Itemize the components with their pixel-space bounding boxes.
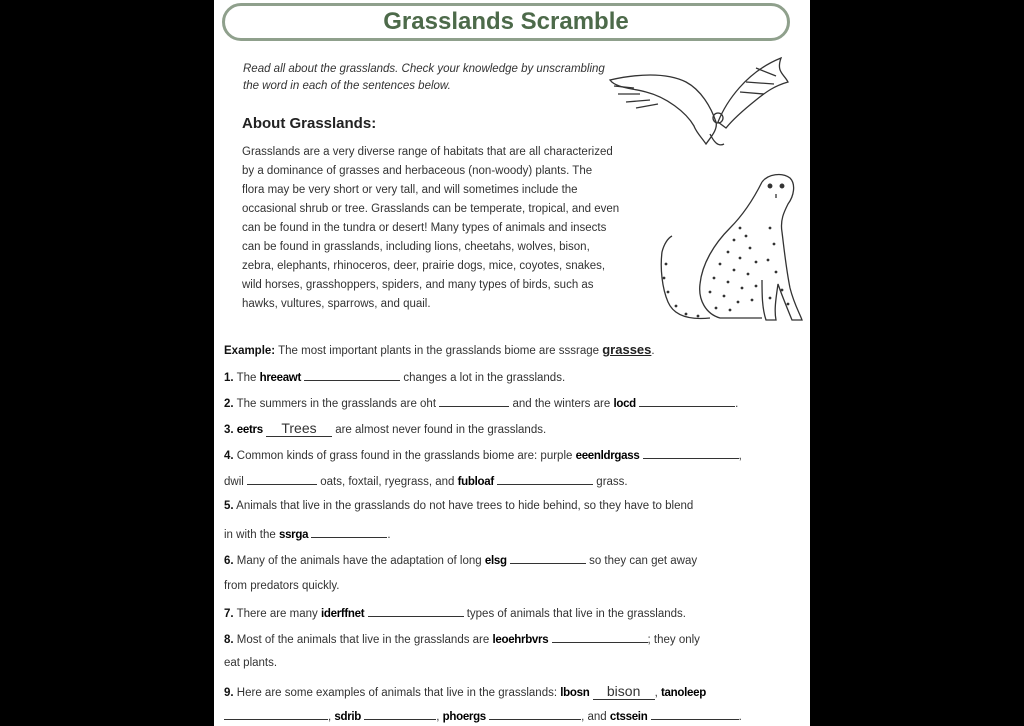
about-line: by a dominance of grasses and herbaceous (non-woody) plants. The (242, 165, 593, 177)
answer-blank[interactable] (439, 396, 509, 407)
question-4-line-2 (224, 474, 628, 488)
scrambled-word: tanoleep (661, 687, 706, 699)
question-sep: , (654, 687, 658, 699)
question-text: Animals that live in the grasslands do not have trees to hide behind, so they have to blend (236, 500, 694, 512)
scrambled-word: hreeawt (259, 372, 301, 384)
answer-blank[interactable] (304, 370, 400, 381)
answer-blank[interactable] (643, 448, 739, 459)
question-6 (224, 553, 697, 567)
scrambled-word: leoehrbvrs (492, 634, 549, 646)
question-7 (224, 606, 686, 620)
question-number: 5. (224, 500, 234, 512)
question-6-line-2: from predators quickly. (224, 580, 340, 592)
about-line: Grasslands are a very diverse range of habitats that are all characterized (242, 146, 613, 158)
answer-blank[interactable] (311, 527, 387, 538)
answer-blank[interactable] (224, 709, 328, 720)
answer-blank[interactable] (489, 709, 581, 720)
scrambled-word: ssrga (278, 529, 309, 541)
vulture-illustration (606, 52, 796, 152)
page-title: Grasslands Scramble (383, 8, 629, 35)
about-line: hawks, vultures, sparrows, and quail. (242, 298, 431, 310)
question-number: 1. (224, 372, 234, 384)
question-2 (224, 396, 738, 410)
worksheet-page (214, 0, 810, 726)
scrambled-word: sdrib (334, 711, 362, 723)
question-text: ; they only (647, 634, 700, 646)
answer-blank[interactable] (651, 709, 739, 720)
filled-answer[interactable]: bison (593, 683, 655, 700)
question-3 (224, 420, 546, 437)
title-banner (222, 3, 790, 41)
question-sep: , (328, 711, 332, 723)
question-text: Many of the animals have the adaptation of long (236, 555, 482, 567)
scrambled-word: phoergs (442, 711, 486, 723)
question-text: dwil (224, 476, 244, 488)
scrambled-word: eetrs (236, 424, 263, 436)
question-number: 2. (224, 398, 234, 410)
question-number: 8. (224, 634, 234, 646)
example-end: . (651, 345, 655, 357)
question-number: 7. (224, 608, 234, 620)
question-text: There are many (236, 608, 318, 620)
example-line (224, 342, 655, 357)
answer-blank[interactable] (497, 474, 593, 485)
about-line: occasional shrub or tree. Grasslands can be temperate, tropical, and even (242, 203, 620, 215)
question-5-line-2 (224, 527, 391, 541)
question-number: 6. (224, 555, 234, 567)
scrambled-word: iderffnet (320, 608, 365, 620)
question-text: types of animals that live in the grasslands. (466, 608, 686, 620)
question-text: Common kinds of grass found in the grasslands biome are: purple (236, 450, 573, 462)
question-text: are almost never found in the grasslands. (335, 424, 547, 436)
question-text: grass. (596, 476, 628, 488)
cheetah-illustration (650, 168, 810, 326)
question-sep: , (436, 711, 440, 723)
question-text: changes a lot in the grasslands. (403, 372, 566, 384)
question-text: and the winters are (512, 398, 611, 410)
question-1 (224, 370, 565, 384)
answer-blank[interactable] (510, 553, 586, 564)
answer-blank[interactable] (639, 396, 735, 407)
question-8-line-2: eat plants. (224, 657, 278, 669)
intro-line-2: the word in each of the sentences below. (243, 80, 451, 92)
filled-answer[interactable]: Trees (266, 420, 332, 437)
question-text: Here are some examples of animals that live in the grasslands: (236, 687, 558, 699)
question-text: oats, foxtail, ryegrass, and (320, 476, 455, 488)
question-end: . (735, 398, 739, 410)
question-9 (224, 683, 706, 700)
question-4 (224, 448, 742, 462)
question-end: . (738, 711, 742, 723)
question-text: so they can get away (589, 555, 698, 567)
question-text: Most of the animals that live in the grasslands are (236, 634, 490, 646)
question-text: in with the (224, 529, 276, 541)
question-number: 4. (224, 450, 234, 462)
about-line: zebra, elephants, rhinoceros, deer, prairie dogs, mice, coyotes, snakes, (242, 260, 606, 272)
example-text: The most important plants in the grasslands biome are sssrage (278, 345, 600, 357)
question-text: The summers in the grasslands are oht (236, 398, 437, 410)
question-number: 3. (224, 424, 234, 436)
answer-blank[interactable] (247, 474, 317, 485)
example-label: Example: (224, 345, 276, 357)
about-line: flora may be very short or very tall, and will sometimes include the (242, 184, 578, 196)
answer-blank[interactable] (368, 606, 464, 617)
scrambled-word: locd (613, 398, 636, 410)
intro-line-1: Read all about the grasslands. Check your knowledge by unscrambling (243, 63, 605, 75)
about-heading: About Grasslands: (242, 115, 377, 132)
answer-blank[interactable] (552, 632, 648, 643)
scrambled-word: eeenldrgass (575, 450, 640, 462)
about-line: can be found in grasslands, including lions, cheetahs, wolves, bison, (242, 241, 590, 253)
question-text: , and (581, 711, 607, 723)
example-answer: grasses (602, 342, 652, 357)
scrambled-word: ctssein (609, 711, 648, 723)
question-8 (224, 632, 700, 646)
question-end: . (387, 529, 391, 541)
scrambled-word: lbosn (560, 687, 590, 699)
about-line: wild horses, grasshoppers, spiders, and many types of birds, such as (242, 279, 594, 291)
question-9-line-2 (224, 709, 742, 723)
scrambled-word: fubloaf (457, 476, 494, 488)
question-end: , (738, 450, 742, 462)
scrambled-word: elsg (484, 555, 507, 567)
about-line: can be found in the tundra or desert! Many types of animals and insects (242, 222, 607, 234)
question-5 (224, 500, 693, 512)
question-number: 9. (224, 687, 234, 699)
question-text: The (236, 372, 257, 384)
answer-blank[interactable] (364, 709, 436, 720)
